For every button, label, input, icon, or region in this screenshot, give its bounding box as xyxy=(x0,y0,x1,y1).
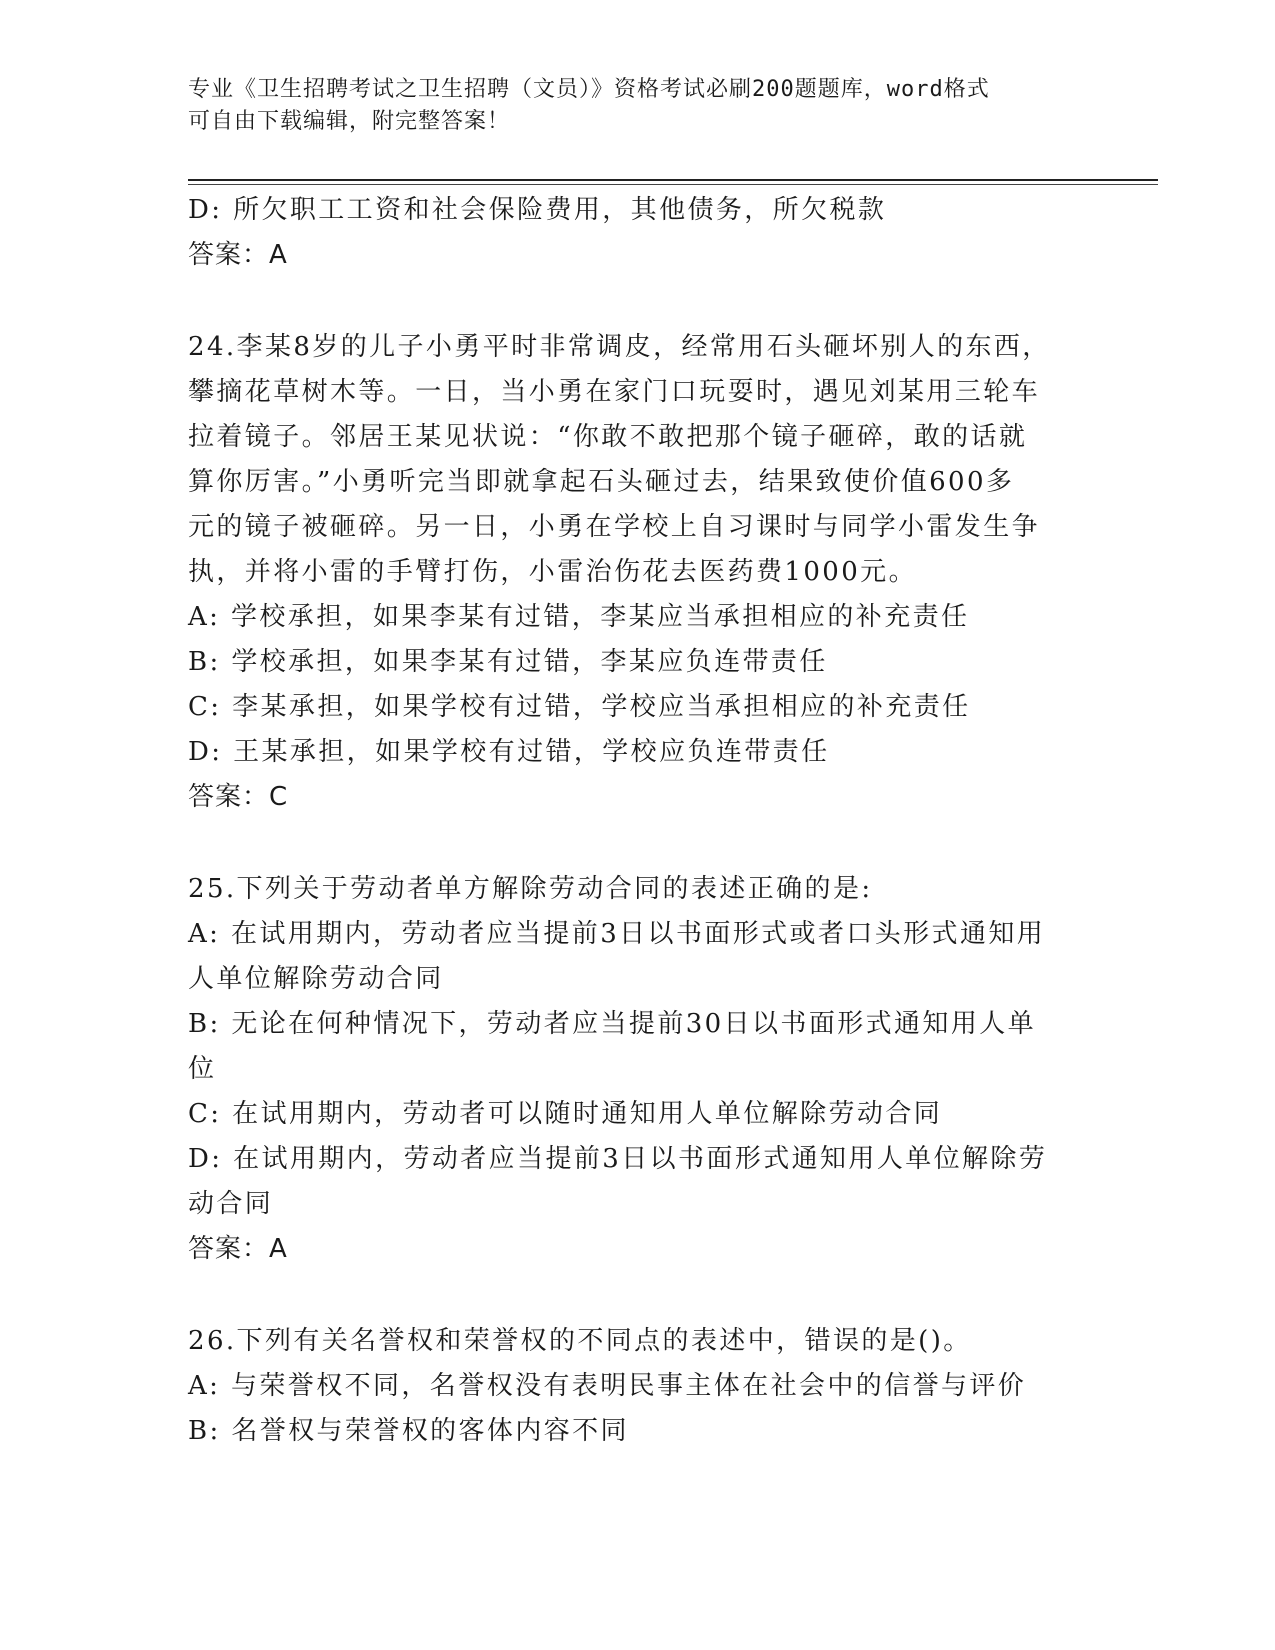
question-stem-line: 攀摘花草树木等。一日，当小勇在家门口玩耍时，遇见刘某用三轮车 xyxy=(188,377,1041,407)
question-block xyxy=(188,325,1088,820)
header-divider xyxy=(188,179,1158,181)
option-c: C: 李某承担，如果学校有过错，学校应当承担相应的补充责任 xyxy=(188,692,971,722)
answer-line: 答案：A xyxy=(188,240,288,270)
question-spacer xyxy=(188,278,1088,325)
question-block xyxy=(188,188,1088,278)
question-stem-line: 算你厉害。”小勇听完当即就拿起石头砸过去，结果致使价值600多 xyxy=(188,467,1015,497)
option-c: C: 在试用期内，劳动者可以随时通知用人单位解除劳动合同 xyxy=(188,1099,943,1129)
option-d: D: 在试用期内，劳动者应当提前3日以书面形式通知用人单位解除劳 xyxy=(188,1144,1048,1174)
question-list xyxy=(188,188,1088,1454)
option-a: A: 与荣誉权不同，名誉权没有表明民事主体在社会中的信誉与评价 xyxy=(188,1371,1027,1401)
header-line: 专业《卫生招聘考试之卫生招聘（文员）》资格考试必刷200题题库，word格式 xyxy=(188,77,990,102)
option-b: B: 名誉权与荣誉权的客体内容不同 xyxy=(188,1416,629,1446)
option-a-continued: 人单位解除劳动合同 xyxy=(188,964,444,994)
answer-line: 答案：C xyxy=(188,782,289,812)
question-stem-line: 元的镜子被砸碎。另一日，小勇在学校上自习课时与同学小雷发生争 xyxy=(188,512,1041,542)
header-divider-thin xyxy=(188,184,1158,185)
document-header xyxy=(188,74,1068,138)
option-b: B: 学校承担，如果李某有过错，李某应负连带责任 xyxy=(188,647,828,677)
question-stem-line: 25.下列关于劳动者单方解除劳动合同的表述正确的是: xyxy=(188,874,873,904)
option-d: D: 王某承担，如果学校有过错，学校应负连带责任 xyxy=(188,737,830,767)
question-stem-line: 执，并将小雷的手臂打伤，小雷治伤花去医药费1000元。 xyxy=(188,557,917,587)
option-b-continued: 位 xyxy=(188,1054,217,1084)
answer-line: 答案：A xyxy=(188,1234,288,1264)
question-spacer xyxy=(188,1272,1088,1319)
question-stem-line: 拉着镜子。邻居王某见状说：“你敢不敢把那个镜子砸碎，敢的话就 xyxy=(188,422,1028,452)
question-block xyxy=(188,1319,1088,1454)
question-spacer xyxy=(188,820,1088,867)
option-d-continued: 动合同 xyxy=(188,1189,274,1219)
header-line: 可自由下载编辑，附完整答案！ xyxy=(188,109,511,134)
option-a: A: 在试用期内，劳动者应当提前3日以书面形式或者口头形式通知用 xyxy=(188,919,1046,949)
question-stem-line: 26.下列有关名誉权和荣誉权的不同点的表述中，错误的是()。 xyxy=(188,1326,972,1356)
question-block xyxy=(188,867,1088,1272)
question-stem-line: 24.李某8岁的儿子小勇平时非常调皮，经常用石头砸坏别人的东西， xyxy=(188,332,1051,362)
option-line: D: 所欠职工工资和社会保险费用，其他债务，所欠税款 xyxy=(188,195,887,225)
option-a: A: 学校承担，如果李某有过错，李某应当承担相应的补充责任 xyxy=(188,602,970,632)
option-b: B: 无论在何种情况下，劳动者应当提前30日以书面形式通知用人单 xyxy=(188,1009,1037,1039)
